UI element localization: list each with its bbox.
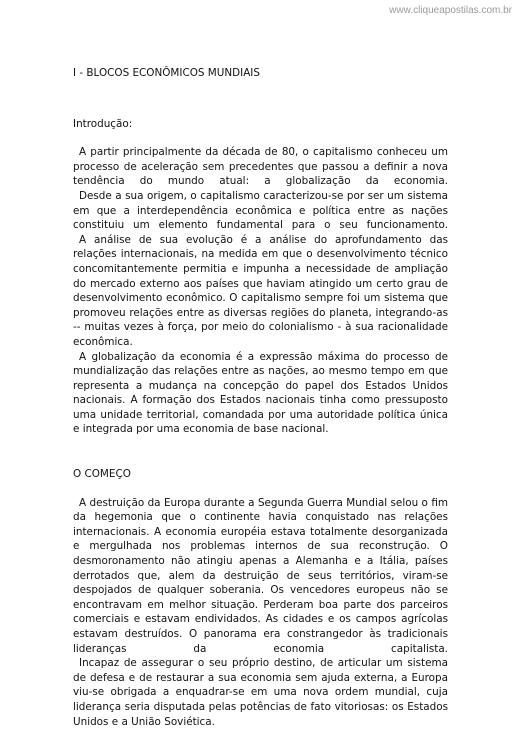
site-watermark: www.cliqueapostilas.com.br <box>389 5 512 16</box>
intro-paragraph-1: A partir principalmente da década de 80, o capitalismo conheceu um processo de aceleração sem precedentes que passou a definir a nova tendência do mundo atual: a globalização da economia. <box>73 146 448 188</box>
intro-paragraph-3: A análise de sua evolução é a análise do aprofundamento das relações internacionais, na medida em que o desenvolvimento técnico concomitantemente permitia e impunha a necessidade de ampliação do mercado externo aos países que haviam atingido um certo grau de desenvolvimento econômico. O capitalismo sempre foi um sistema que promoveu relações entre as diversas regiões do planeta, integrando-as -- muitas vezes à força, por meio do colonialismo - à sua racionalidade econômica. <box>73 233 448 348</box>
document-body <box>73 66 448 729</box>
document-title: I - BLOCOS ECONÔMICOS MUNDIAIS <box>73 67 260 79</box>
intro-paragraph-2: Desde a sua origem, o capitalismo caracterizou-se por ser um sistema em que a interdependência econômica e política entre as nações constituiu um elemento fundamental para o seu funcionamento. <box>73 189 448 232</box>
intro-paragraph-4: A globalização da economia é a expressão máxima do processo de mundialização das relações entre as nações, ao mesmo tempo em que representa a mudança na concepção do papel dos Estados Unidos nacionais. A formação dos Estados nacionais tinha como pressuposto uma unidade territorial, comandada por uma autoridade política única e integrada por uma economia de base nacional. <box>73 350 448 436</box>
comeco-paragraph-2: Incapaz de assegurar o seu próprio destino, de articular um sistema de defesa e de restaurar a sua economia sem ajuda externa, a Europa viu-se obrigada a enquadrar-se em uma nova ordem mundial, cuja liderança seria disputada pelas potências de fato vitoriosas: os Estados Unidos e a União Soviética. <box>73 657 448 728</box>
section-heading-comeco: O COMEÇO <box>73 468 131 481</box>
comeco-paragraph-1: A destruição da Europa durante a Segunda Guerra Mundial selou o fim da hegemonia que o continente havia conquistado nas relações internacionais. A economia européia estava totalmente desorganizada e mergulhada nos problemas internos de sua reconstrução. O desmoronamento não atingiu apenas a Alemanha e a Itália, países derrotados que, alem da destruição de seus territórios, viram-se despojados de qualquer soberania. Os vencedores europeus não se encontravam em melhor situação. Perderam boa parte dos parceiros comerciais e estavam endividados. As cidades e os campos agrícolas estavam destruídos. O panorama era constrangedor às tradicionais lideranças da economia capitalista. <box>73 496 448 655</box>
section-heading-intro: Introdução: <box>73 117 133 130</box>
